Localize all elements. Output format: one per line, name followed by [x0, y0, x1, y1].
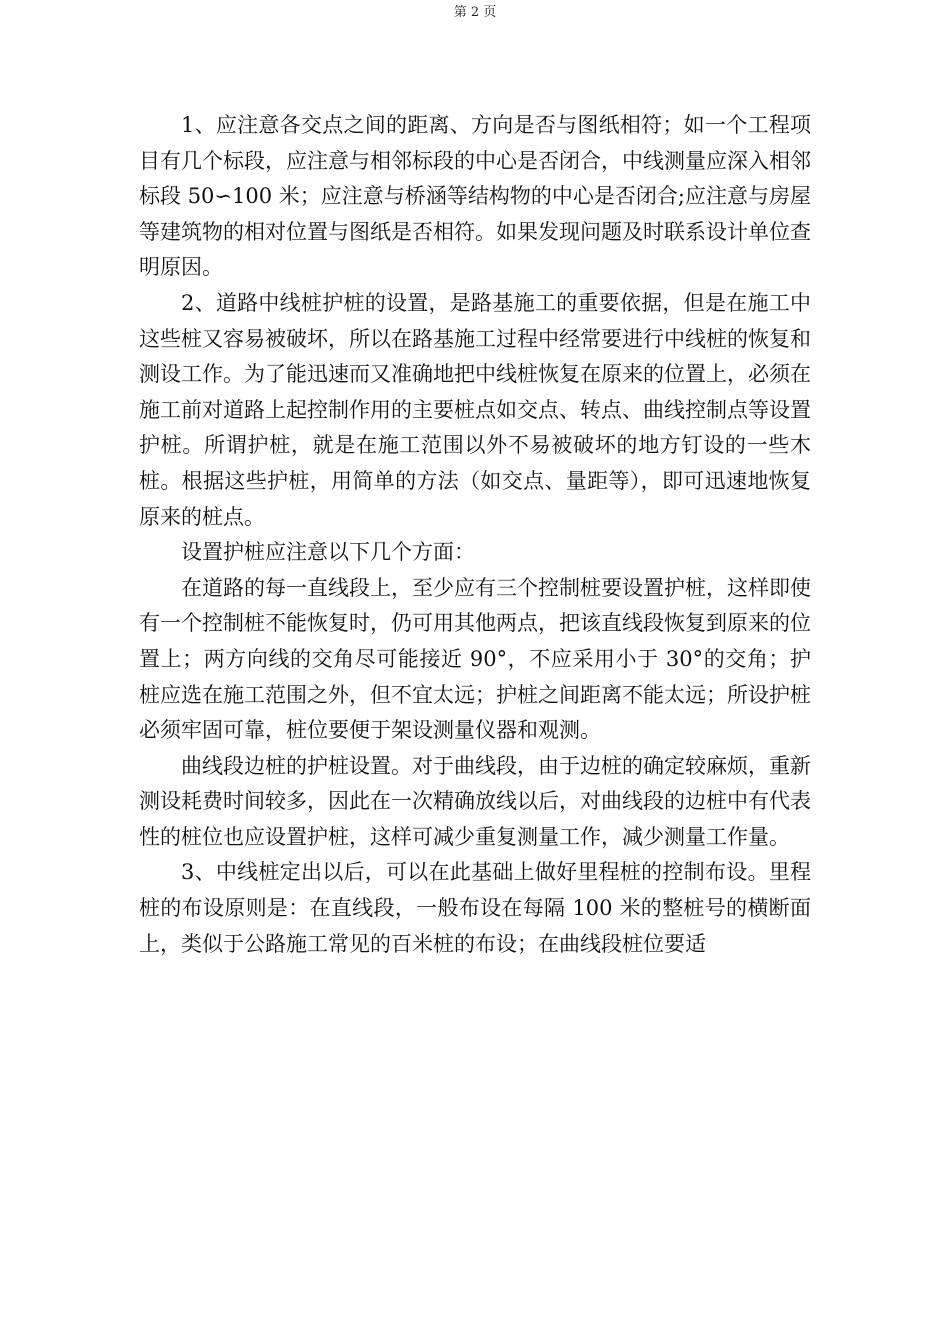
document-body: [139, 108, 811, 962]
paragraph-6: 3、中线桩定出以后，可以在此基础上做好里程桩的控制布设。里程桩的布设原则是：在直线段，一般布设在每隔 100 米的整桩号的横断面上，类似于公路施工常见的百米桩的布设；在曲线段桩位要适: [139, 860, 811, 956]
page-number-header: 第 2 页: [453, 5, 497, 20]
paragraph-3: 设置护桩应注意以下几个方面：: [181, 540, 475, 565]
paragraph-2: 2、道路中线桩护桩的设置，是路基施工的重要依据，但是在施工中这些桩又容易被破坏，所以在路基施工过程中经常要进行中线桩的恢复和测设工作。为了能迅速而又准确地把中线桩恢复在原来的位置上，必须在施工前对道路上起控制作用的主要桩点如交点、转点、曲线控制点等设置护桩。所谓护桩，就是在施工范围以外不易被破坏的地方钉设的一些木桩。根据这些护桩，用简单的方法（如交点、量距等），即可迅速地恢复原来的桩点。: [139, 290, 811, 529]
paragraph-4: 在道路的每一直线段上，至少应有三个控制桩要设置护桩，这样即使有一个控制桩不能恢复时，仍可用其他两点，把该直线段恢复到原来的位置上；两方向线的交角尽可能接近 90°，不应采用小于 30°的交角；护桩应选在施工范围之外，但不宜太远；护桩之间距离不能太远；所设护桩必须牢固可靠，桩位要便于架设测量仪器和观测。: [139, 575, 811, 743]
paragraph-5: 曲线段边桩的护桩设置。对于曲线段，由于边桩的确定较麻烦，重新测设耗费时间较多，因此在一次精确放线以后，对曲线段的边桩中有代表性的桩位也应设置护桩，这样可减少重复测量工作，减少测量工作量。: [139, 753, 811, 849]
paragraph-1: 1、应注意各交点之间的距离、方向是否与图纸相符；如一个工程项目有几个标段，应注意与相邻标段的中心是否闭合，中线测量应深入相邻标段 50∽100 米；应注意与桥涵等结构物的中心是否闭合;应注意与房屋等建筑物的相对位置与图纸是否相符。如果发现问题及时联系设计单位查明原因。: [139, 113, 811, 280]
